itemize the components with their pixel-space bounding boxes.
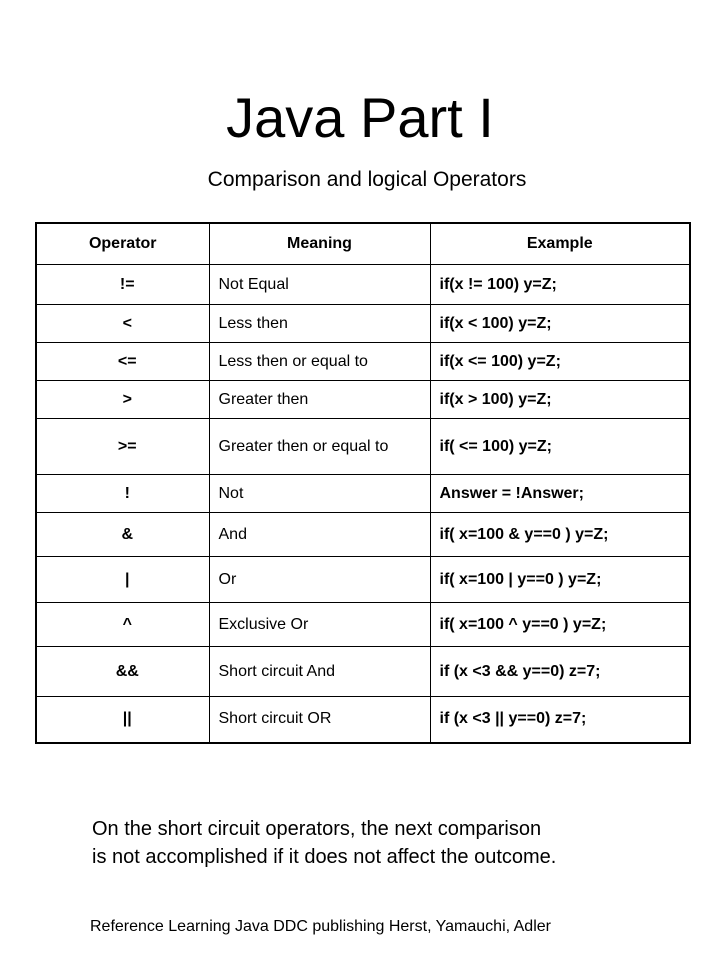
example-cell: if( x=100 ^ y==0 ) y=Z;	[430, 603, 690, 647]
operator-cell: &&	[36, 647, 209, 697]
table-row	[36, 557, 690, 603]
page-title: Java Part I	[226, 86, 494, 149]
table-header-row	[36, 223, 690, 265]
example-cell: if(x > 100) y=Z;	[430, 381, 690, 419]
table-row	[36, 697, 690, 743]
table-row	[36, 305, 690, 343]
table-row	[36, 513, 690, 557]
operator-cell: |	[36, 557, 209, 603]
operator-cell: &	[36, 513, 209, 557]
operator-cell: ||	[36, 697, 209, 743]
example-cell: if(x < 100) y=Z;	[430, 305, 690, 343]
meaning-cell: Or	[209, 557, 430, 603]
operator-cell: ^	[36, 603, 209, 647]
operator-cell: <	[36, 305, 209, 343]
header-example: Example	[430, 223, 690, 265]
meaning-cell: Short circuit And	[209, 647, 430, 697]
example-cell: if( x=100 & y==0 ) y=Z;	[430, 513, 690, 557]
table-row	[36, 603, 690, 647]
table-row	[36, 475, 690, 513]
meaning-cell: Not	[209, 475, 430, 513]
table-row	[36, 381, 690, 419]
meaning-cell: Less then or equal to	[209, 343, 430, 381]
operator-cell: <=	[36, 343, 209, 381]
meaning-cell: Greater then or equal to	[209, 419, 430, 475]
meaning-cell: Short circuit OR	[209, 697, 430, 743]
page-subtitle: Comparison and logical Operators	[207, 168, 527, 191]
meaning-cell: Greater then	[209, 381, 430, 419]
meaning-cell: Not Equal	[209, 265, 430, 305]
example-cell: Answer = !Answer;	[430, 475, 690, 513]
operator-cell: >=	[36, 419, 209, 475]
example-cell: if (x <3 || y==0) z=7;	[430, 697, 690, 743]
header-operator: Operator	[36, 223, 209, 265]
example-cell: if( <= 100) y=Z;	[430, 419, 690, 475]
reference-footer: Reference Learning Java DDC publishing Herst, Yamauchi, Adler	[90, 918, 551, 935]
note-line-2: is not accomplished if it does not affect the outcome.	[92, 846, 557, 868]
meaning-cell: And	[209, 513, 430, 557]
example-cell: if (x <3 && y==0) z=7;	[430, 647, 690, 697]
note-line-1: On the short circuit operators, the next comparison	[92, 818, 542, 840]
table-row	[36, 419, 690, 475]
table-row	[36, 647, 690, 697]
operator-cell: >	[36, 381, 209, 419]
operator-cell: !=	[36, 265, 209, 305]
table-row	[36, 265, 690, 305]
example-cell: if(x != 100) y=Z;	[430, 265, 690, 305]
header-meaning: Meaning	[209, 223, 430, 265]
operators-table	[35, 222, 691, 744]
table-row	[36, 343, 690, 381]
short-circuit-note	[92, 815, 692, 871]
meaning-cell: Exclusive Or	[209, 603, 430, 647]
example-cell: if(x <= 100) y=Z;	[430, 343, 690, 381]
example-cell: if( x=100 | y==0 ) y=Z;	[430, 557, 690, 603]
meaning-cell: Less then	[209, 305, 430, 343]
operator-cell: !	[36, 475, 209, 513]
